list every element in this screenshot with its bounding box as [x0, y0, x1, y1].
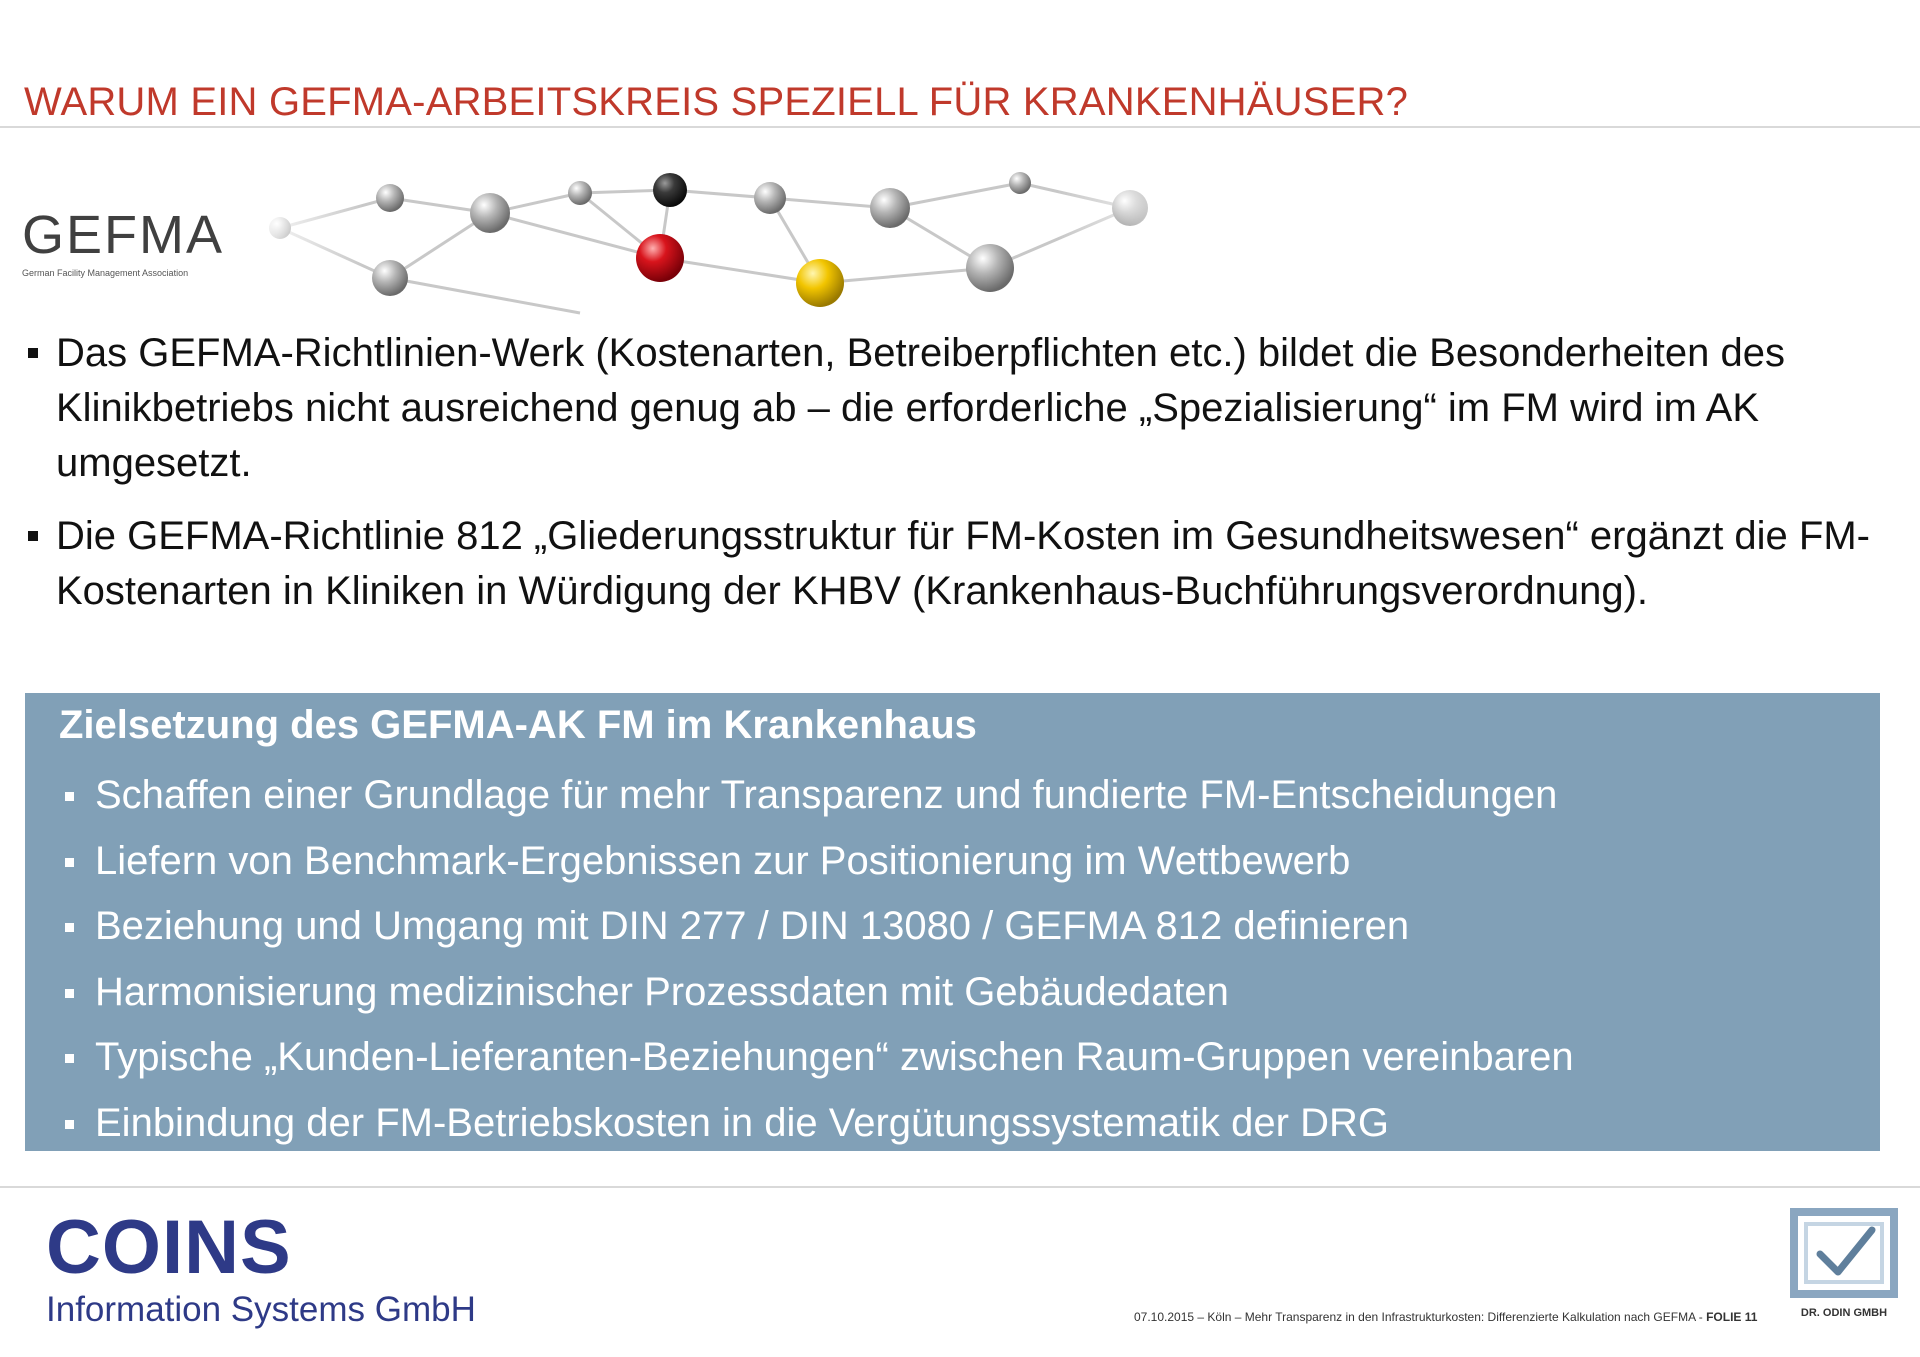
coins-subtitle: Information Systems GmbH: [46, 1290, 476, 1329]
footer-note-text: 07.10.2015 – Köln – Mehr Transparenz in den Infrastrukturkosten: Differenzierte Kalkulation nach GEFMA -: [1134, 1310, 1707, 1324]
odin-label: DR. ODIN GMBH: [1800, 1307, 1888, 1319]
coins-wordmark: COINS: [46, 1205, 292, 1290]
coins-logo: [46, 1205, 476, 1330]
bullet-square-icon: [65, 858, 74, 867]
bullet-square-icon: [65, 1120, 74, 1129]
bullet-text: Das GEFMA-Richtlinien-Werk (Kostenarten, Betreiberpflichten etc.) bildet die Besonderheiten des Klinikbetriebs nicht ausreichend genug ab – die erforderliche „Spezialisierung“ im FM wird im AK umgesetzt.: [56, 331, 1785, 485]
goal-item: [59, 768, 1574, 834]
goal-text: Harmonisierung medizinischer Prozessdaten mit Gebäudedaten: [95, 969, 1229, 1014]
bullet-item: [24, 509, 1904, 619]
bullet-square-icon: [65, 923, 74, 932]
goal-text: Schaffen einer Grundlage für mehr Transparenz und fundierte FM-Entscheidungen: [95, 773, 1558, 817]
goals-list: [59, 768, 1574, 1161]
goals-box: [25, 693, 1880, 1151]
goal-item: [59, 834, 1574, 900]
goal-item: [59, 1096, 1574, 1162]
footer-divider: [0, 1186, 1920, 1188]
bullet-square-icon: [28, 348, 38, 358]
bullet-text: Die GEFMA-Richtlinie 812 „Gliederungsstruktur für FM-Kosten im Gesundheitswesen“ ergänzt die FM-Kostenarten in Kliniken in Würdigung der KHBV (Krankenhaus-Buchführungsverordnung).: [56, 514, 1870, 613]
slide-title: WARUM EIN GEFMA-ARBEITSKREIS SPEZIELL FÜR KRANKENHÄUSER?: [24, 80, 1409, 124]
goal-text: Einbindung der FM-Betriebskosten in die Vergütungssystematik der DRG: [95, 1100, 1389, 1145]
gefma-logo: [22, 205, 225, 278]
checkbox-check-icon: [1790, 1208, 1898, 1298]
network-graphic: [250, 168, 1200, 318]
goal-text: Beziehung und Umgang mit DIN 277 / DIN 13080 / GEFMA 812 definieren: [95, 904, 1410, 948]
gefma-wordmark: GEFMA: [22, 205, 225, 265]
goal-item: [59, 965, 1574, 1031]
goal-text: Liefern von Benchmark-Ergebnissen zur Positionierung im Wettbewerb: [95, 838, 1351, 883]
folio-number: FOLIE 11: [1706, 1310, 1758, 1324]
goal-text: Typische „Kunden-Lieferanten-Beziehungen“ zwischen Raum-Gruppen vereinbaren: [95, 1035, 1574, 1079]
odin-logo: [1790, 1208, 1898, 1319]
goals-heading: Zielsetzung des GEFMA-AK FM im Krankenhaus: [59, 703, 977, 747]
footer-note: [1134, 1310, 1757, 1324]
gefma-subtitle: German Facility Management Association: [22, 268, 189, 278]
bullet-square-icon: [65, 792, 74, 801]
bullet-square-icon: [28, 531, 38, 541]
bullet-square-icon: [65, 989, 74, 998]
title-divider: [0, 126, 1920, 128]
bullet-item: [24, 326, 1904, 491]
bullet-square-icon: [65, 1054, 74, 1063]
goal-item: [59, 899, 1574, 965]
bullet-list: [24, 326, 1904, 637]
goal-item: [59, 1030, 1574, 1096]
